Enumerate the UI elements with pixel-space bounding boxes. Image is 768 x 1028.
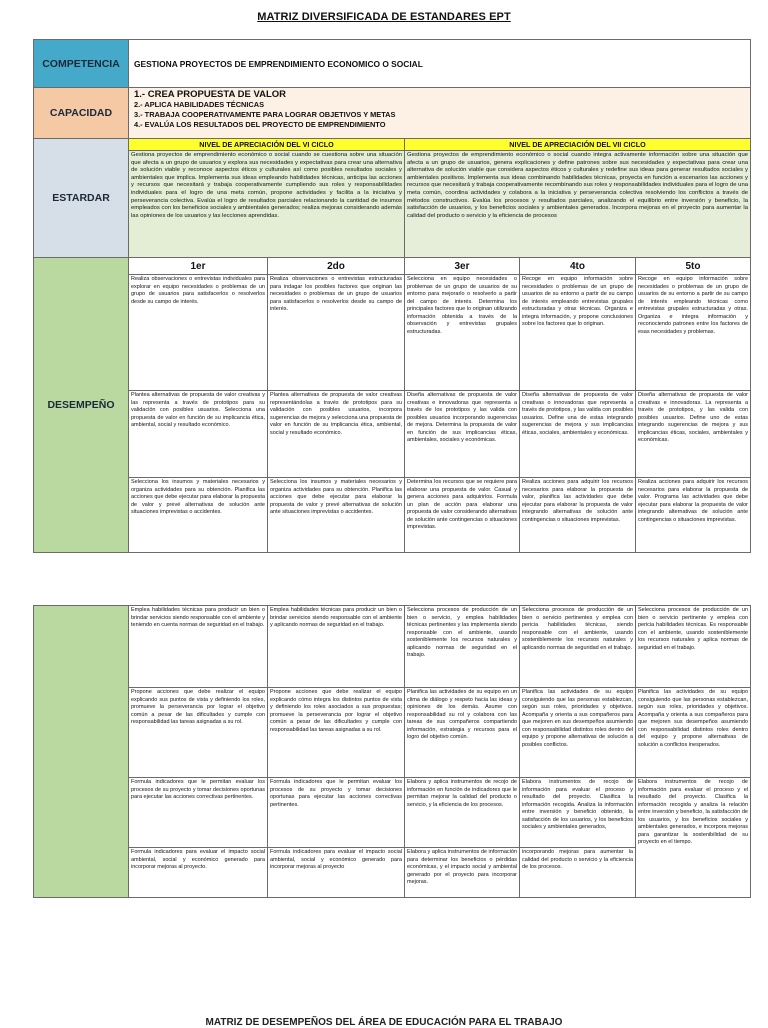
capacidad-item: 1.- CREA PROPUESTA DE VALOR	[134, 89, 287, 100]
standards-matrix-table	[33, 39, 751, 553]
grade-header-3er: 3er	[405, 258, 520, 275]
grade-header-1er: 1er	[129, 258, 268, 275]
desempeno-cell: Determina los recursos que se requiere para elaborar una propuesta de valor. Casual y genera acciones para adquirirlos. Formula un plan de acción para elaborar una propuesta de valor considerando alternativas de solución ante contingencias o situaciones imprevistas.	[405, 478, 520, 553]
desempeno-cell: Recoge en equipo información sobre necesidades o problemas de un grupo de usuarios de su entorno a partir de su campo de interés empleando técnicas como entrevistas grupales estructuradas y otras. Organiza e integra información y reconociendo patrones entre los factores de esas necesidades y problemas.	[636, 275, 751, 391]
desempeno-cell: Diseña alternativas de propuesta de valor creativas e innovadoras que representa a través de los prototipos y las valida con posibles usuarios incorporando sugerencias de mejora. Determina la propuesta de valor en función de sus implicancias éticas, ambientales, sociales y económicas.	[405, 391, 520, 478]
desempeno-cell: Selecciona en equipo necesidades o problemas de un grupo de usuarios de su entorno para mejorarlo o resolverlo a partir del campo de interés. Determina los principales factores que lo originan utilizando información obtenida a través de la observación y entrevistas grupales estructuradas.	[405, 275, 520, 391]
capacidad-item: 3.- TRABAJA COOPERATIVAMENTE PARA LOGRAR OBJETIVOS Y METAS	[134, 110, 396, 119]
desempeno-cell: Elabora y aplica instrumentos de recojo de información en función de indicadores que le permitan mejorar la calidad del producto o servicio, y la eficiencia de los procesos.	[405, 778, 520, 848]
estandar-label: ESTARDAR	[34, 139, 129, 258]
page-title: MATRIZ DIVERSIFICADA DE ESTANDARES EPT	[257, 11, 511, 23]
desempenos-continuation-table	[33, 605, 751, 898]
next-page-title: MATRIZ DE DESEMPEÑOS DEL ÁREA DE EDUCACIÓN PARA EL TRABAJO	[205, 1017, 563, 1028]
desempeno-cell: Recoge en equipo información sobre necesidades o problemas de un grupo de usuarios de su entorno a partir de su campo de interés empleando entrevistas grupales estructuradas y otras técnicas. Organiza e integra información, y propone conclusiones sobre los factores que lo originan.	[520, 275, 636, 391]
desempeno-cell: Formula indicadores que le permitan evaluar los procesos de su proyecto y tomar decisiones oportunas para ejecutar las acciones correctivas pertinentes.	[129, 778, 268, 848]
desempeno-cell: Propone acciones que debe realizar el equipo explicando cómo integra los distintos puntos de vista y definiendo los roles asociados a sus propuestas; promueve la perseverancia por lograr el objetivo común a pesar de las dificultades y cumple con responsabilidad las tareas asignadas a su rol.	[268, 688, 405, 778]
desempeno-cell: Selecciona procesos de producción de un bien o servicio pertinentes y emplea con pericia habilidades técnicas, siendo responsable con el ambiente, usando sosteniblemente los recursos naturales y aplicando normas de seguridad en el trabajo.	[520, 606, 636, 688]
desempeno-cell: incorporando mejoras para aumentar la calidad del producto o servicio y la eficiencia de los procesos.	[520, 848, 636, 898]
desempeno-cell: Realiza observaciones o entrevistas estructuradas para indagar los posibles factores que originan las necesidades o problemas de un grupo de usuarios para satisfacerlos o resolverlos desde su campo de interés.	[268, 275, 405, 391]
competencia-text: GESTIONA PROYECTOS DE EMPRENDIMIENTO ECONOMICO O SOCIAL	[129, 40, 751, 88]
desempeno-cell: Realiza acciones para adquirir los recursos necesarios para elaborar la propuesta de valor, planifica las actividades que debe ejecutar para elaborar la propuesta de valor integrando alternativas de solución ante contingencias o situaciones imprevistas.	[520, 478, 636, 553]
desempeno-cell: Planifica las actividades de su equipo consiguiendo que las personas establezcan, según sus roles, prioridades y objetivos. Acompaña y orienta a sus compañeros para que mejoren sus desempeños asumiendo con responsabilidad distintos roles dentro del equipo y propone alternativas de solución a conflictos inesperados.	[636, 688, 751, 778]
capacidad-item: 2.- APLICA HABILIDADES TÉCNICAS	[134, 100, 265, 109]
nivel-vi-header: NIVEL DE APRECIACIÓN DEL VI CICLO	[129, 139, 405, 151]
desempeno-cell: Selecciona los insumos y materiales necesarios y organiza actividades para su obtención. Planifica las acciones que debe ejecutar para elaborar la propuesta de valor y prevé alternativas de solución ante situaciones imprevistas o accidentes.	[129, 478, 268, 553]
desempeno-cell: Elabora instrumentos de recojo de información para evaluar el proceso y el resultado del proyecto. Clasifica la información recogida y analiza la relación entre inversión y beneficio, la satisfacción de los usuarios, y los beneficios sociales y ambientales generados, e incorpora mejoras para garantizar la sostenibilidad de su proyecto en el tiempo.	[636, 778, 751, 898]
desempeno-cell: Formula indicadores para evaluar el impacto social ambiental, social y económico generado para incorporar mejoras al proyecto.	[129, 848, 268, 898]
desempeno-cell: Elabora instrumentos de recojo de información para evaluar el proceso y resultado del proyecto. Clasifica la información recogida. Analiza la información entre inversión y beneficio obtenido, la satisfacción de los usuarios, y los beneficios sociales y ambientales generados,	[520, 778, 636, 848]
desempeno-cell: Planifica las actividades de su equipo en un clima de diálogo y respeto hacia las ideas y opiniones de los demás. Asume con responsabilidad su rol y colabora con las tareas de sus compañeros compartiendo información, estrategia y recursos para el logro del objetivo común.	[405, 688, 520, 778]
desempeno-cell: Emplea habilidades técnicas para producir un bien o brindar servicios siendo responsable con el ambiente y teniendo en cuenta normas de seguridad en el trabajo.	[129, 606, 268, 688]
competencia-label: COMPETENCIA	[34, 40, 129, 88]
desempeno-cell: Plantea alternativas de propuesta de valor creativas y las representa a través de prototipos para su validación con posibles usuarios. Selecciona una propuesta de valor en función de su implicancia ética, ambiental, social y resultado económico.	[129, 391, 268, 478]
desempeno-cell: Propone acciones que debe realizar el equipo explicando sus puntos de vista y definiendo los roles, promueve la perseverancia por lograr el objetivo común a pesar de las dificultades y cumple con responsabilidad las tareas asignadas a su rol.	[129, 688, 268, 778]
desempeno-cell: Diseña alternativas de propuesta de valor creativas e innovadoras. La representa a través de prototipos, y las valida con posibles usuarios. Define uno de estas integrando sugerencias de mejora y sus implicancias éticas, sociales, ambientales y económicas.	[636, 391, 751, 478]
desempeno-cell: Planifica las actividades de su equipo consiguiendo que las personas establezcan, según sus roles, prioridades y objetivos. Acompaña y orienta a sus compañeros para que mejoren en sus desempeños asumiendo con responsabilidad distintos roles dentro del equipo y propone alternativas de solución a posibles conflictos.	[520, 688, 636, 778]
desempeno-cell: Realiza acciones para adquirir los recursos necesarios para elaborar la propuesta de valor. Programa las actividades que debe ejecutar para elaborar la propuesta de valor integrando alternativas de solución ante contingencias o situaciones imprevistas.	[636, 478, 751, 553]
desempeno-label-continuation	[34, 606, 129, 898]
grade-header-5to: 5to	[636, 258, 751, 275]
desempeno-label: DESEMPEÑO	[34, 258, 129, 553]
nivel-vii-header: NIVEL DE APRECIACIÓN DEL VII CICLO	[405, 139, 751, 151]
estandar-vi-text: Gestiona proyectos de emprendimiento económico o social cuando se cuestiona sobre una situación que afecta a un grupo de usuarios y explora sus necesidades y expectativas para crear una alternativa de solución viable y reconoce aspectos éticos y culturales así como posibles resultados sociales y ambientales que implica. Implementa sus ideas empleando habilidades técnicas, anticipa las acciones y recursos que necesitará y trabaja cooperativamente cumpliendo sus roles y responsabilidades individuales para el logro de una meta común, propone actividades y facilita a la iniciativa y perseverancia colectiva. Evalúa el logro de resultados parciales relacionando la cantidad de insumos empleados con los beneficios sociales y ambientales generados; realiza mejoras considerando además las opiniones de los usuarios y las lecciones aprendidas.	[129, 151, 405, 258]
desempeno-cell: Selecciona procesos de producción de un bien o servicio pertinente y emplea con pericia habilidades técnicas. Es responsable con el ambiente, usando sosteniblemente los recursos naturales y aplica normas de seguridad en el trabajo.	[636, 606, 751, 688]
capacidades-list	[129, 88, 751, 139]
desempeno-cell: Formula indicadores que le permitan evaluar los procesos de su proyecto y tomar decisiones oportunas para ejecutar las acciones correctivas pertinentes.	[268, 778, 405, 848]
desempeno-cell: Realiza observaciones o entrevistas individuales para explorar en equipo necesidades o problemas de un grupo de usuarios para satisfacerlos o resolverlos desde su campo de interés.	[129, 275, 268, 391]
desempeno-cell: Plantea alternativas de propuesta de valor creativas representándolas a través de prototipos para su validación con posibles usuarios, incorpora sugerencias de mejora y selecciona una propuesta de valor en función de su implicancia ética, ambiental, social y resultado económico.	[268, 391, 405, 478]
grade-header-2do: 2do	[268, 258, 405, 275]
grade-header-4to: 4to	[520, 258, 636, 275]
desempeno-cell: Formula indicadores para evaluar el impacto social ambiental, social y económico generado para incorporar mejoras al proyecto	[268, 848, 405, 898]
desempeno-cell: Emplea habilidades técnicas para producir un bien o brindar servicios siendo responsable con el ambiente y aplicando normas de seguridad en el trabajo.	[268, 606, 405, 688]
capacidad-label: CAPACIDAD	[34, 88, 129, 139]
desempeno-cell: Elabora y aplica instrumentos de información para determinar los beneficios o pérdidas económicas, y el impacto social y ambiental generado por el proyecto para incorporar mejoras.	[405, 848, 520, 898]
desempeno-cell: Selecciona los insumos y materiales necesarios y organiza actividades para su obtención. Planifica las acciones que debe ejecutar para elaborar la propuesta de valor y prevé alternativas de solución ante situaciones imprevistas o accidentes.	[268, 478, 405, 553]
capacidad-item: 4.- EVALÚA LOS RESULTADOS DEL PROYECTO DE EMPRENDIMIENTO	[134, 120, 386, 129]
desempeno-cell: Diseña alternativas de propuesta de valor creativas o innovadoras que representa a través de prototipos, y las valida con posibles usuarios. Define una de estas integrando sugerencias de mejora y sus implicancias éticas, sociales, ambientales y económicas.	[520, 391, 636, 478]
estandar-vii-text: Gestiona proyectos de emprendimiento económico o social cuando integra activamente información sobre una situación que afecta a un grupo de usuarios, genera explicaciones y define patrones sobre sus necesidades y expectativas para crear una alternativa de solución viable que considera aspectos éticos y culturales y redefine sus ideas para generar resultados sociales y ambientales positivos. Implementa sus ideas combinando habilidades técnicas, proyecta en función a escenarios las acciones y recursos que necesitará y trabaja cooperativamente recombinando sus roles y responsabilidades individuales para el logro de una meta común, coordina actividades y colabora a la iniciativa y perseverancia colectiva resolviendo los conflictos a través de métodos constructivos. Evalúa los procesos y resultados parciales, analizando el equilibrio entre inversión y beneficio, la satisfacción de usuarios, y los beneficios sociales y ambientales generados. Incorpora mejoras en el proyecto para aumentar la calidad del producto o servicio y la eficiencia de procesos	[405, 151, 751, 258]
desempeno-cell: Selecciona procesos de producción de un bien o servicio, y emplea habilidades técnicas pertinentes y las implementa siendo responsable con el ambiente, usando sosteniblemente los recursos naturales y aplicando normas de seguridad en el trabajo.	[405, 606, 520, 688]
